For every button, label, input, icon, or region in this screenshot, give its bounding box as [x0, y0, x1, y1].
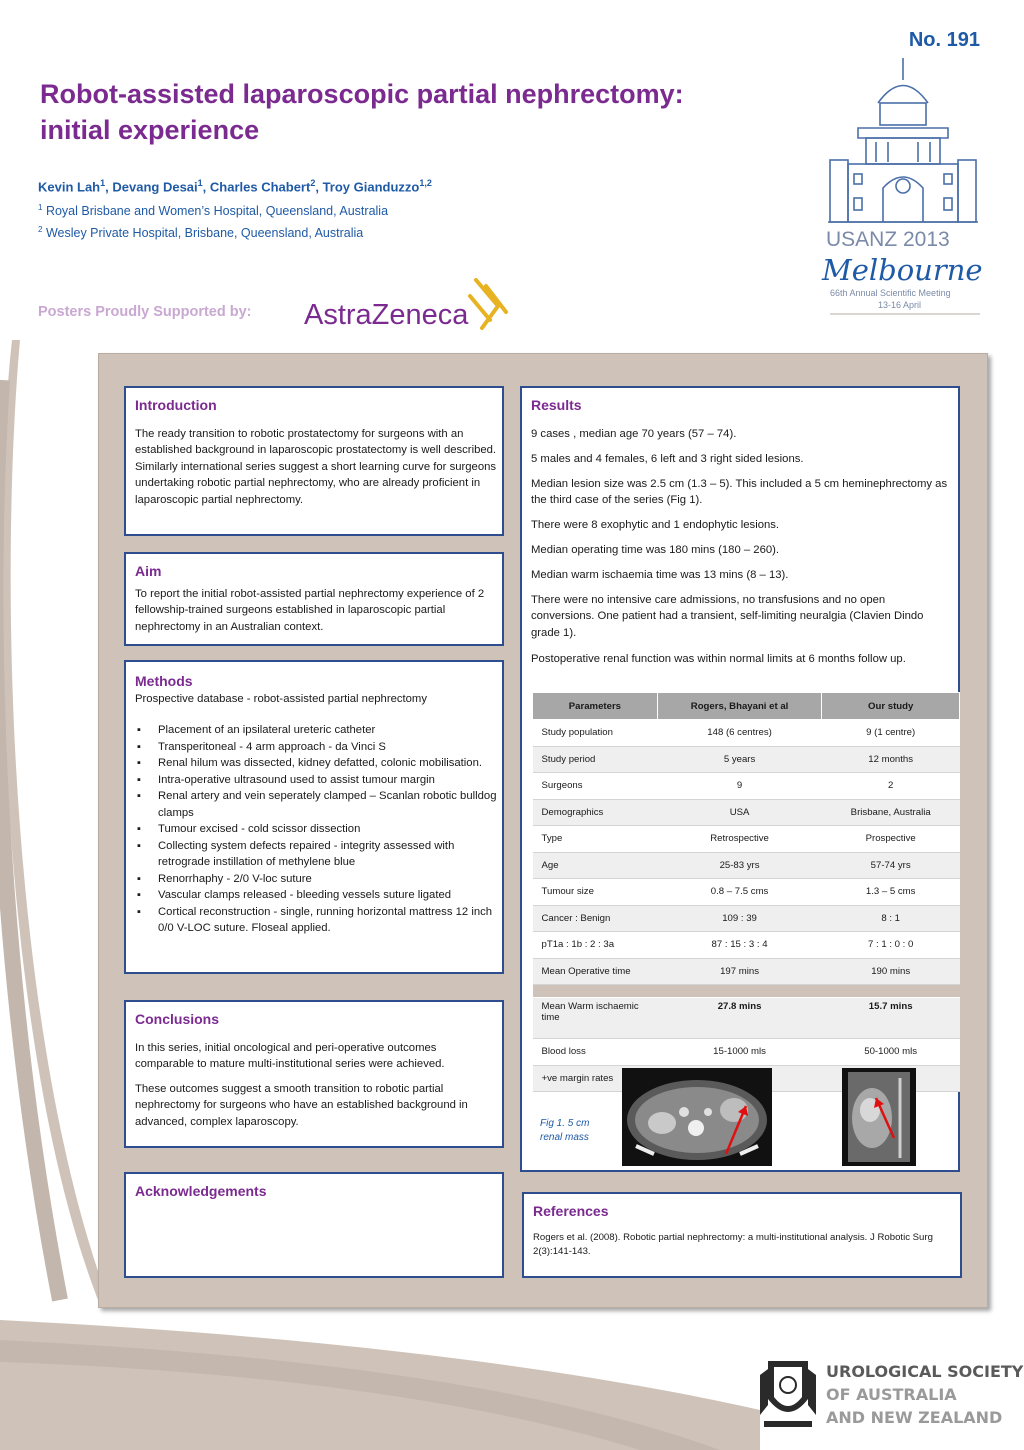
table-cell: +ve margin rates — [533, 1065, 658, 1092]
table-cell: Surgeons — [533, 773, 658, 800]
table-cell: Tumour size — [533, 879, 658, 906]
table-row — [533, 773, 960, 800]
table-row — [533, 1039, 960, 1066]
table-spacer-cell — [657, 985, 822, 998]
society-crest-icon — [760, 1361, 816, 1427]
author-affiliation-mark: 1,2 — [419, 178, 432, 188]
introduction-text: The ready transition to robotic prostatectomy for surgeons with an established background in laparoscopic prostatectomy is well described. Similarly international series suggest a short learning curve for surgeons undertaking robotic partial nephrectomy, who are already proficient in laparoscopic partial nephrectomy. — [135, 428, 497, 506]
table-cell: 15.7 mins — [822, 998, 960, 1039]
usanz-2013-melbourne-logo — [818, 58, 988, 320]
list-item: ▪ Intra-operative ultrasound used to assist tumour margin — [135, 772, 505, 789]
references-section — [522, 1192, 962, 1278]
aim-text: To report the initial robot-assisted partial nephrectomy experience of 2 fellowship-trained surgeons established in laparoscopic partial nephrectomy in an Australian context. — [135, 588, 485, 633]
figure-caption — [540, 1117, 610, 1145]
table-cell: 15-1000 mls — [657, 1039, 822, 1066]
table-cell: 27.8 mins — [657, 998, 822, 1039]
table-cell: 9 (1 centre) — [822, 720, 960, 747]
table-row — [533, 998, 960, 1039]
table-cell: 148 (6 centres) — [657, 720, 822, 747]
table-row — [533, 799, 960, 826]
author-affiliation-mark: 1 — [100, 178, 106, 188]
poster-number: No. 191 — [908, 29, 980, 51]
methods-intro: Prospective database - robot-assisted partial nephrectomy — [135, 693, 427, 705]
list-item: ▪ Collecting system defects repaired - integrity assessed with retrograde instillation of methylene blue — [135, 838, 505, 871]
results-paragraph: There were 8 exophytic and 1 endophytic lesions. — [531, 519, 780, 531]
affiliation-text: Royal Brisbane and Women’s Hospital, Queensland, Australia — [45, 204, 389, 219]
decorative-curve — [0, 340, 110, 1340]
table-row — [533, 826, 960, 853]
conclusions-section — [124, 1000, 504, 1148]
list-item: ▪ Renal hilum was dissected, kidney defatted, colonic mobilisation. — [135, 755, 505, 772]
results-paragraph: Median lesion size was 2.5 cm (1.3 – 5). This included a 5 cm heminephrectomy as the third case of the series (Fig 1). — [531, 478, 948, 507]
table-cell: Prospective — [822, 826, 960, 853]
results-paragraph: There were no intensive care admissions, no transfusions and no open conversions. One patient had a transient, self-limiting neuralgia (Clavien Dindo grade 1). — [531, 594, 924, 639]
acknowledgements-heading: Acknowledgements — [135, 1183, 267, 1199]
figure-caption-line-1: Fig 1. 5 cm — [540, 1118, 590, 1129]
table-cell: 5 years — [657, 746, 822, 773]
comparison-table — [532, 692, 960, 1092]
methods-section — [124, 660, 504, 974]
table-cell: 1.3 – 5 cms — [822, 879, 960, 906]
results-paragraph: Median warm ischaemia time was 13 mins (8 – 13). — [531, 569, 789, 581]
table-cell: 87 : 15 : 3 : 4 — [657, 932, 822, 959]
table-header-cell: Rogers, Bhayani et al — [657, 693, 822, 720]
title-line-1: Robot-assisted laparoscopic partial nephrectomy: — [40, 79, 684, 109]
results-heading: Results — [531, 397, 582, 413]
author-name: Troy Gianduzzo — [322, 179, 420, 195]
list-item: ▪ Tumour excised - cold scissor dissection — [135, 821, 505, 838]
table-header-cell: Our study — [822, 693, 960, 720]
table-cell: 7 : 1 : 0 : 0 — [822, 932, 960, 959]
table-cell: 2 — [822, 773, 960, 800]
introduction-section — [124, 386, 504, 536]
author-affiliation-mark: 2 — [310, 178, 316, 188]
table-row — [533, 905, 960, 932]
conference-city: Melbourne — [822, 253, 983, 287]
affiliation-mark: 2 — [38, 225, 43, 234]
conclusions-paragraph-2: These outcomes suggest a smooth transition to robotic partial nephrectomy for surgeons who have an established background in advanced, complex laparoscopy. — [135, 1083, 468, 1128]
affiliation-2 — [38, 225, 363, 240]
references-text: Rogers et al. (2008). Robotic partial nephrectomy: a multi-institutional analysis. J Robotic Surg 2(3):141-143. — [533, 1232, 933, 1257]
society-name-line-2: OF AUSTRALIA — [826, 1385, 957, 1404]
table-cell: 190 mins — [822, 958, 960, 985]
ct-scan-axial-image — [622, 1068, 772, 1166]
table-cell: Blood loss — [533, 1039, 658, 1066]
astrazeneca-logo-text: AstraZeneca — [304, 299, 469, 331]
table-row — [533, 746, 960, 773]
table-row — [533, 958, 960, 985]
methods-heading: Methods — [135, 673, 193, 689]
table-cell: Mean Warm ischaemic time — [533, 998, 658, 1039]
list-item: ▪ Cortical reconstruction - single, running horizontal mattress 12 inch 0/0 V-LOC suture. Floseal applied. — [135, 904, 505, 937]
astrazeneca-logo — [300, 276, 510, 332]
table-cell: Cancer : Benign — [533, 905, 658, 932]
table-cell: Demographics — [533, 799, 658, 826]
urological-society-logo — [760, 1355, 1024, 1435]
table-body — [533, 720, 960, 1092]
table-header-row — [533, 693, 960, 720]
table-cell: USA — [657, 799, 822, 826]
table-row — [533, 932, 960, 959]
table-cell: 9 — [657, 773, 822, 800]
author-name: Charles Chabert — [209, 179, 311, 195]
table-header-cell: Parameters — [533, 693, 658, 720]
table-row — [533, 720, 960, 747]
introduction-heading: Introduction — [135, 397, 217, 413]
aim-section — [124, 552, 504, 646]
sponsor-label: Posters Proudly Supported by: — [38, 304, 252, 320]
author-name: Devang Desai — [112, 179, 198, 195]
society-name-line-1: UROLOGICAL SOCIETY — [826, 1362, 1024, 1381]
author-affiliation-mark: 1 — [197, 178, 203, 188]
table-cell: Study period — [533, 746, 658, 773]
table-cell: Retrospective — [657, 826, 822, 853]
table-spacer-cell — [822, 985, 960, 998]
conclusions-paragraph-1: In this series, initial oncological and peri-operative outcomes comparable to mature multi-institutional series were achieved. — [135, 1042, 445, 1071]
author-list: Kevin Lah$^1$, Devang Desai$^1$, Charles Chabert$^2$, Troy Gianduzzo$^{1,2}$ — [38, 178, 432, 195]
society-name-line-3: AND NEW ZEALAND — [826, 1408, 1003, 1427]
methods-list — [135, 722, 505, 937]
author-name: Kevin Lah — [38, 179, 101, 195]
table-spacer-row — [533, 985, 960, 998]
acknowledgements-section — [124, 1172, 504, 1278]
results-paragraph: Median operating time was 180 mins (180 – 260). — [531, 544, 780, 556]
table-cell: Age — [533, 852, 658, 879]
references-heading: References — [533, 1203, 609, 1219]
table-cell: 8 : 1 — [822, 905, 960, 932]
table-cell: Brisbane, Australia — [822, 799, 960, 826]
aim-heading: Aim — [135, 563, 162, 579]
list-item: ▪ Transperitoneal - 4 arm approach - da Vinci S — [135, 739, 505, 756]
affiliation-text: Wesley Private Hospital, Brisbane, Queensland, Australia — [45, 226, 364, 241]
conference-meeting: 66th Annual Scientific Meeting — [830, 288, 951, 298]
table-cell: 50-1000 mls — [822, 1039, 960, 1066]
table-cell: pT1a : 1b : 2 : 3a — [533, 932, 658, 959]
table-row — [533, 852, 960, 879]
table-cell: 12 months — [822, 746, 960, 773]
table-cell: 109 : 39 — [657, 905, 822, 932]
results-paragraph: 5 males and 4 females, 6 left and 3 right sided lesions. — [531, 453, 804, 465]
conference-dates: 13-16 April — [878, 300, 922, 310]
table-cell: 57-74 yrs — [822, 852, 960, 879]
table-cell: Study population — [533, 720, 658, 747]
list-item: ▪ Placement of an ipsilateral ureteric catheter — [135, 722, 505, 739]
results-paragraph: 9 cases , median age 70 years (57 – 74). — [531, 428, 737, 440]
conference-name: USANZ 2013 — [826, 228, 950, 251]
table-cell: 197 mins — [657, 958, 822, 985]
results-paragraph: Postoperative renal function was within normal limits at 6 months follow up. — [531, 653, 906, 665]
conclusions-heading: Conclusions — [135, 1011, 220, 1027]
poster-title — [40, 76, 800, 148]
title-line-2: initial experience — [40, 115, 260, 145]
table-cell: 25-83 yrs — [657, 852, 822, 879]
table-spacer-cell — [533, 985, 658, 998]
table-cell: Type — [533, 826, 658, 853]
affiliation-mark: 1 — [38, 203, 43, 212]
list-item: ▪ Vascular clamps released - bleeding vessels suture ligated — [135, 887, 505, 904]
table-cell: Mean Operative time — [533, 958, 658, 985]
affiliation-1 — [38, 203, 388, 218]
table-cell: 0.8 – 7.5 cms — [657, 879, 822, 906]
ct-scan-coronal-image — [842, 1068, 916, 1166]
figure-caption-line-2: renal mass — [540, 1132, 589, 1143]
list-item: ▪ Renal artery and vein seperately clamped – Scanlan robotic bulldog clamps — [135, 788, 505, 821]
table-row — [533, 879, 960, 906]
list-item: ▪ Renorrhaphy - 2/0 V-loc suture — [135, 871, 505, 888]
